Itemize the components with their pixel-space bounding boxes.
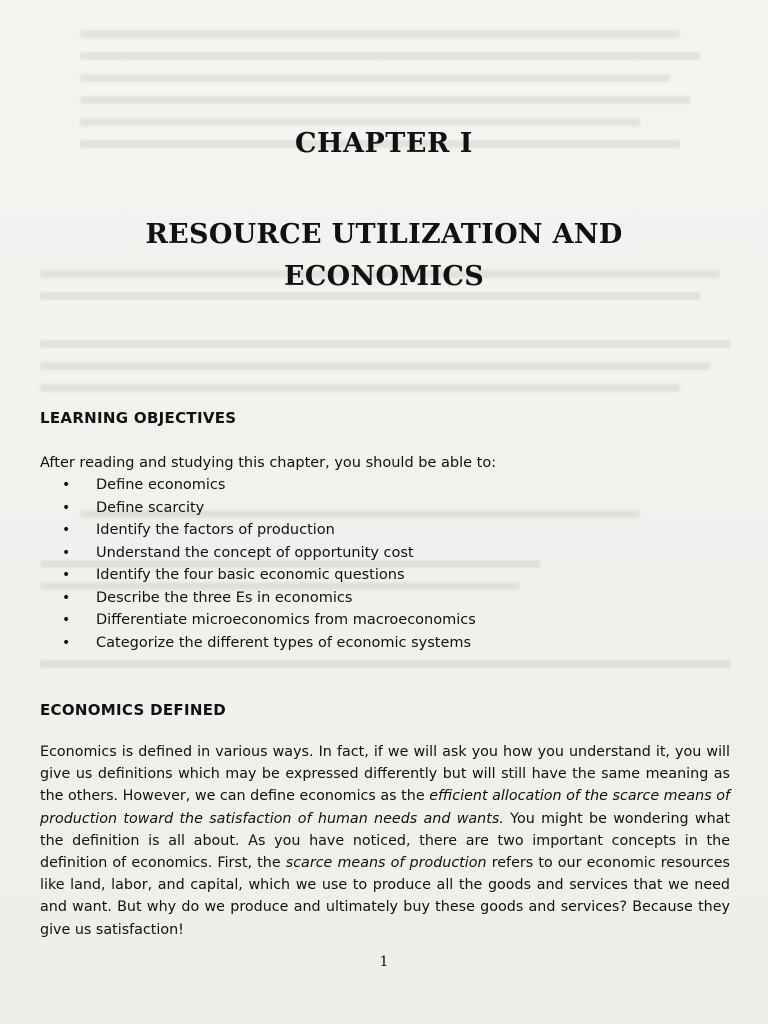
bullet-icon: • <box>62 589 71 606</box>
chapter-title-line-1: RESOURCE UTILIZATION AND <box>145 219 623 250</box>
bullet-icon: • <box>62 567 71 583</box>
list-item <box>62 587 476 610</box>
objective-text: Identify the factors of production <box>96 522 335 538</box>
chapter-label: CHAPTER I <box>295 128 473 159</box>
list-item <box>62 542 476 565</box>
objective-text: Describe the three Es in economics <box>96 589 353 606</box>
objective-text: Define economics <box>96 477 226 493</box>
bullet-icon: • <box>62 612 71 628</box>
bullet-icon: • <box>62 522 71 538</box>
definition-emphasis: efficient allocation of the scarce means of production toward the satisfaction of human needs and wants. <box>40 788 730 827</box>
economics-defined-paragraph <box>40 741 730 941</box>
paragraph-text-1: Economics is defined in various ways. In fact, if we will ask you how you understand it, you will give us definitions which may be expressed differently but will still have the same meaning as the others. However, we can define economics as the <box>40 744 730 805</box>
objectives-list <box>62 474 476 654</box>
bullet-icon: • <box>62 634 71 651</box>
chapter-title-line-2: ECONOMICS <box>284 261 484 292</box>
paragraph-text-3: refers to our economic resources like land, labor, and capital, which we use to produce all the goods and services that we need and want. But why do we produce and ultimately buy these goods and services? Because they give us satisfaction! <box>40 855 730 938</box>
bullet-icon: • <box>62 499 71 516</box>
bullet-icon: • <box>62 477 71 493</box>
economics-defined-heading: ECONOMICS DEFINED <box>40 701 227 719</box>
list-item <box>62 609 476 632</box>
list-item <box>62 564 476 587</box>
bullet-icon: • <box>62 544 71 561</box>
learning-objectives-heading: LEARNING OBJECTIVES <box>40 409 237 427</box>
list-item <box>62 519 476 542</box>
objective-text: Understand the concept of opportunity cost <box>96 544 414 561</box>
objective-text: Define scarcity <box>96 499 205 516</box>
list-item <box>62 497 476 520</box>
list-item <box>62 474 476 497</box>
scarce-means-emphasis: scarce means of production <box>285 855 487 872</box>
list-item <box>62 632 476 655</box>
objectives-intro: After reading and studying this chapter, you should be able to: <box>40 455 497 471</box>
chapter-title <box>0 214 768 298</box>
objective-text: Differentiate microeconomics from macroeconomics <box>96 612 476 628</box>
objective-text: Identify the four basic economic questions <box>96 567 405 583</box>
objective-text: Categorize the different types of economic systems <box>96 634 472 651</box>
paragraph-text-2: You might be wondering what the definition is all about. As you have noticed, there are two important concepts in the definition of economics. First, the <box>40 810 731 872</box>
page-number: 1 <box>379 954 389 970</box>
